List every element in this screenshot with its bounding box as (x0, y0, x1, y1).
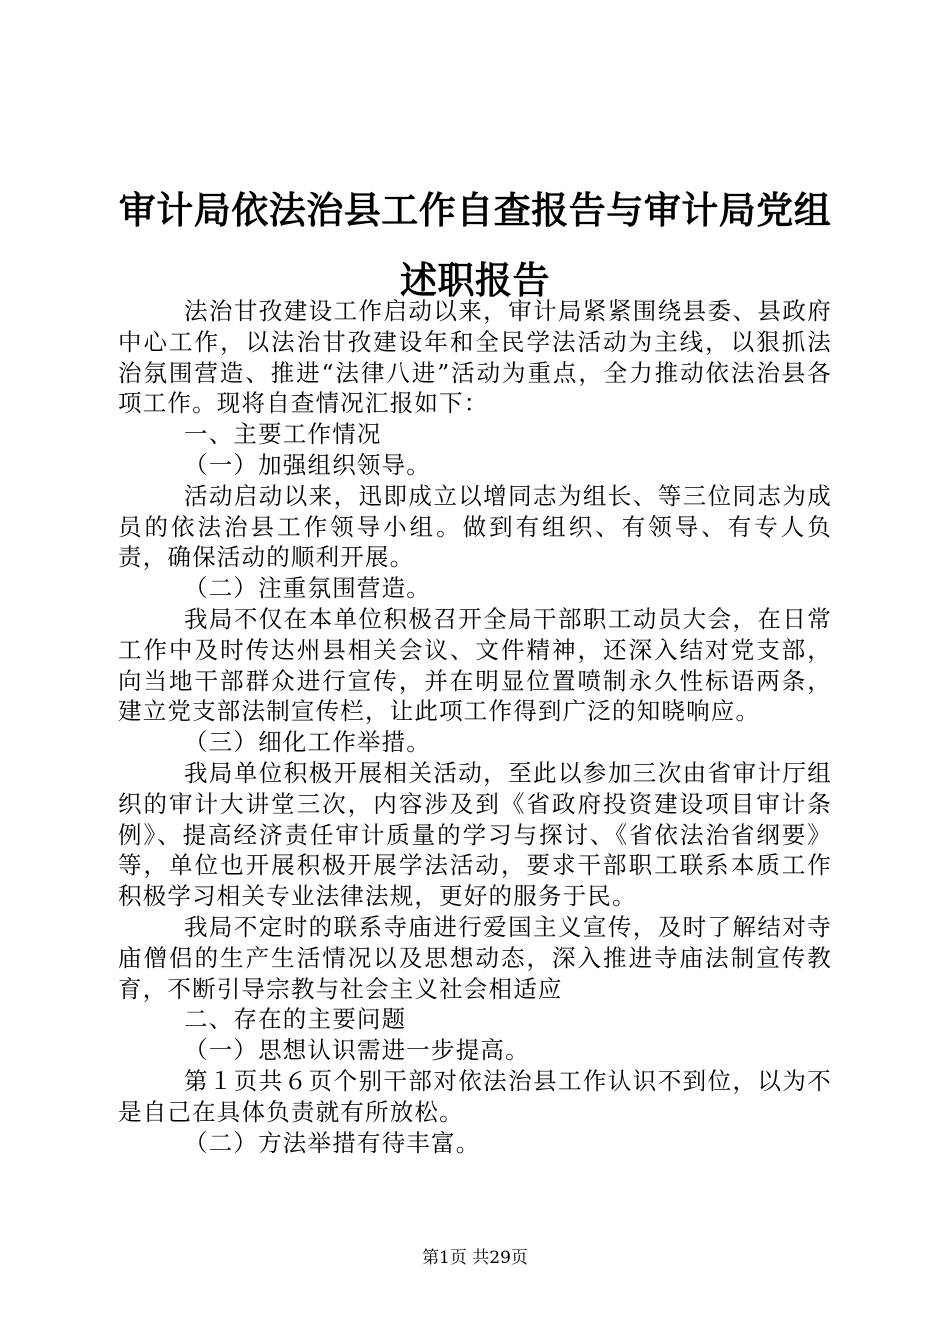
subsection-heading-1-3: （三）细化工作举措。 (184, 728, 431, 757)
section-heading-2: 二、存在的主要问题 (184, 1005, 407, 1034)
section-heading-1: 一、主要工作情况 (184, 420, 382, 449)
paragraph-awareness: 第１页共６页个别干部对依法治县工作认识不到位，以为不是自己在具体负责就有所放松。 (118, 1066, 832, 1126)
paragraph-temples: 我局不定时的联系寺庙进行爱国主义宣传，及时了解结对寺庙僧侣的生产生活情况以及思想动态，深入推进寺庙法制宣传教育，不断引导宗教与社会主义社会相适应 (118, 912, 832, 1003)
paragraph-organization: 活动启动以来，迅即成立以增同志为组长、等三位同志为成员的依法治县工作领导小组。做到有组织、有领导、有专人负责，确保活动的顺利开展。 (118, 481, 832, 572)
subsection-heading-1-2: （二）注重氛围营造。 (184, 574, 431, 603)
subsection-heading-2-1: （一）思想认识需进一步提高。 (184, 1036, 530, 1065)
document-title: 审计局依法治县工作自查报告与审计局党组述职报告 (118, 188, 832, 302)
subsection-heading-2-2: （二）方法举措有待丰富。 (184, 1128, 481, 1157)
document-body (118, 296, 832, 1158)
paragraph-measures: 我局单位积极开展相关活动，至此以参加三次由省审计厅组织的审计大讲堂三次，内容涉及到《省政府投资建设项目审计条例》、提高经济责任审计质量的学习与探讨、《省依法治省纲要》等，单位也开展积极开展学法活动，要求干部职工联系本质工作积极学习相关专业法律法规，更好的服务于民。 (118, 758, 832, 911)
page-footer: 第1页 共29页 (422, 1248, 528, 1268)
paragraph-atmosphere: 我局不仅在本单位积极召开全局干部职工动员大会，在日常工作中及时传达州县相关会议、文件精神，还深入结对党支部，向当地干部群众进行宣传，并在明显位置喷制永久性标语两条，建立党支部法制宣传栏，让此项工作得到广泛的知晓响应。 (118, 604, 832, 726)
paragraph-intro: 法治甘孜建设工作启动以来，审计局紧紧围绕县委、县政府中心工作，以法治甘孜建设年和全民学法活动为主线，以狠抓法治氛围营造、推进“法律八进”活动为重点，全力推动依法治县各项工作。现将自查情况汇报如下： (118, 297, 832, 418)
subsection-heading-1-1: （一）加强组织领导。 (184, 450, 431, 479)
